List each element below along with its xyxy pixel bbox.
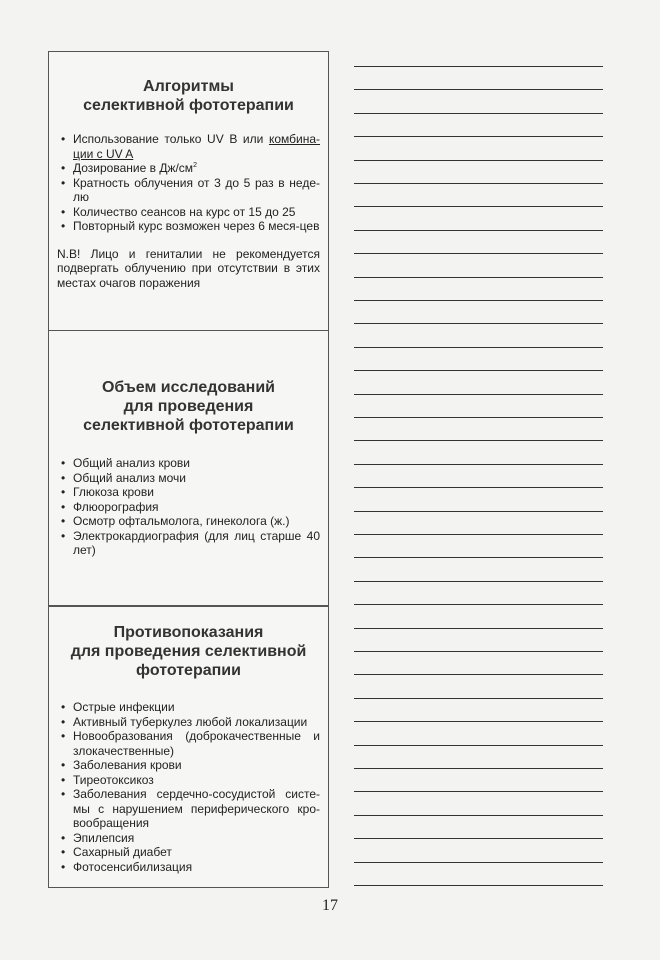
title-line: селективной фототерапии bbox=[83, 417, 294, 434]
ruled-line bbox=[354, 206, 603, 207]
page-number: 17 bbox=[322, 897, 338, 914]
list-item bbox=[61, 161, 320, 176]
ruled-line bbox=[354, 557, 603, 558]
ruled-line bbox=[354, 417, 603, 418]
ruled-line bbox=[354, 651, 603, 652]
title-line: селективной фототерапии bbox=[83, 97, 294, 114]
ruled-line bbox=[354, 511, 603, 512]
ruled-line bbox=[354, 136, 603, 137]
list-item: • Острые инфекции bbox=[61, 700, 320, 715]
list-item: • Заболевания сердечно-сосудистой систе-мы с нарушением периферического кро-вообращения bbox=[61, 787, 320, 831]
list-item: • Количество сеансов на курс от 15 до 25 bbox=[61, 205, 320, 220]
list-item: • Осмотр офтальмолога, гинеколога (ж.) bbox=[61, 514, 320, 529]
title-line: фототерапии bbox=[136, 662, 241, 679]
list-item: • Заболевания крови bbox=[61, 758, 320, 773]
contraindications-title bbox=[49, 623, 328, 680]
list-item: • Электрокардиография (для лиц старше 40 лет) bbox=[61, 529, 320, 558]
item-text: Дозирование в Дж/см bbox=[73, 161, 194, 175]
ruled-line bbox=[354, 230, 603, 231]
list-item bbox=[61, 132, 320, 161]
ruled-line bbox=[354, 394, 603, 395]
ruled-line bbox=[354, 721, 603, 722]
list-item: • Фотосенсибилизация bbox=[61, 860, 320, 875]
ruled-line bbox=[354, 862, 603, 863]
ruled-line bbox=[354, 885, 603, 886]
ruled-line bbox=[354, 745, 603, 746]
ruled-line bbox=[354, 300, 603, 301]
superscript: 2 bbox=[193, 162, 197, 169]
title-line: Противопоказания bbox=[113, 624, 264, 641]
list-item: • Общий анализ мочи bbox=[61, 471, 320, 486]
list-item: • Флюорография bbox=[61, 500, 320, 515]
item-text: Использование только UV B или bbox=[73, 132, 269, 146]
list-item: • Новообразования (доброкачественные и злокачественные) bbox=[61, 729, 320, 758]
nota-bene: N.B! Лицо и гениталии не рекомендуется подвергать облучению при отсутствии в этих местах очагов поражения bbox=[57, 246, 320, 290]
list-item: • Эпилепсия bbox=[61, 831, 320, 846]
title-line: Объем исследований bbox=[101, 379, 276, 396]
ruled-line bbox=[354, 791, 603, 792]
ruled-line bbox=[354, 160, 603, 161]
algorithms-list bbox=[49, 132, 328, 234]
ruled-line bbox=[354, 323, 603, 324]
list-item: • Общий анализ крови bbox=[61, 456, 320, 471]
list-item: • Кратность облучения от 3 до 5 раз в неде-лю bbox=[61, 176, 320, 205]
ruled-line bbox=[354, 534, 603, 535]
list-item: • Сахарный диабет bbox=[61, 845, 320, 860]
list-item: • Тиреотоксикоз bbox=[61, 773, 320, 788]
ruled-line bbox=[354, 698, 603, 699]
examinations-title bbox=[49, 378, 328, 435]
algorithms-card bbox=[48, 51, 329, 331]
ruled-line bbox=[354, 277, 603, 278]
ruled-line bbox=[354, 487, 603, 488]
ruled-line bbox=[354, 347, 603, 348]
ruled-line bbox=[354, 768, 603, 769]
ruled-line bbox=[354, 370, 603, 371]
ruled-line bbox=[354, 628, 603, 629]
algorithms-title bbox=[49, 77, 328, 115]
examinations-list bbox=[49, 456, 328, 558]
item-underlined-text: комбина-ции с UV A bbox=[73, 132, 320, 161]
title-line: для проведения селективной bbox=[70, 643, 307, 660]
ruled-line bbox=[354, 66, 603, 67]
contraindications-list bbox=[49, 700, 328, 874]
list-item: • Повторный курс возможен через 6 меся-цев bbox=[61, 219, 320, 234]
ruled-line bbox=[354, 89, 603, 90]
title-line: Алгоритмы bbox=[143, 78, 234, 95]
ruled-note-lines bbox=[354, 0, 603, 960]
ruled-line bbox=[354, 113, 603, 114]
ruled-line bbox=[354, 183, 603, 184]
ruled-line bbox=[354, 253, 603, 254]
ruled-line bbox=[354, 674, 603, 675]
list-item: • Глюкоза крови bbox=[61, 485, 320, 500]
ruled-line bbox=[354, 815, 603, 816]
title-line: для проведения bbox=[123, 398, 254, 415]
ruled-line bbox=[354, 838, 603, 839]
ruled-line bbox=[354, 464, 603, 465]
ruled-line bbox=[354, 604, 603, 605]
contraindications-card bbox=[48, 606, 329, 888]
ruled-line bbox=[354, 581, 603, 582]
list-item: • Активный туберкулез любой локализации bbox=[61, 715, 320, 730]
ruled-line bbox=[354, 440, 603, 441]
examinations-card bbox=[48, 330, 329, 606]
